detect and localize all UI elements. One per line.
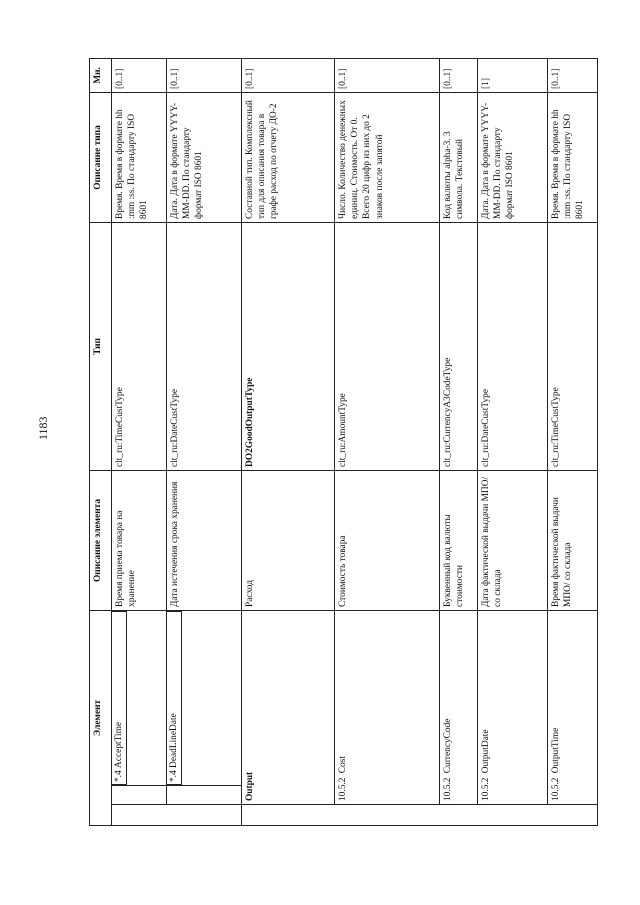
table-row [242,58,335,825]
table-row [167,58,242,825]
element-description: Время фактической выдачи МПО/ со склада [548,470,598,610]
multiplicity: [1] [478,58,548,92]
multiplicity: [0..1] [335,58,440,92]
element-name: Output [242,610,335,804]
multiplicity: [0..1] [112,58,167,92]
element-cell [548,610,598,804]
element-description: Буквенный код валюты стоимости [440,470,478,610]
element-index: 10.5.2 [443,777,453,801]
header-type: Тип [90,222,112,470]
element-index: 10.5.2 [338,777,348,801]
multiplicity: [0..1] [167,58,242,92]
element-description: Стоимость товара [335,470,440,610]
element-description: Дата истечения срока хранения [167,470,242,610]
element-table [89,58,598,826]
header-element: Элемент [90,610,112,825]
table-row [478,58,548,825]
element-description: Расход [242,470,335,610]
element-cell [167,610,242,785]
type-description: Составной тип. Комплексный тип для описания товара в графе расход по отчету ДО-2 [242,92,335,222]
multiplicity: [0..1] [242,58,335,92]
header-multiplicity: Мн. [90,58,112,92]
type-description: Дата. Дата в формате YYYY-MM-DD. По стандарту формат ISO 8601 [167,92,242,222]
type-description: Время. Время в формате hh :mm :ss. По стандарту ISO 8601 [548,92,598,222]
table-row [112,58,167,825]
type-description: Время. Время в формате hh :mm :ss. По стандарту ISO 8601 [112,92,167,222]
type-name: clt_ru:TimeCustType [112,222,167,470]
table-row [548,58,598,825]
element-name: AcceptTime [114,721,124,768]
element-description: Время приема товара на хранение [112,470,167,610]
header-type-description: Описание типа [90,92,112,222]
table-header-row [90,58,112,825]
element-cell [335,610,440,804]
indent-cell [112,786,167,805]
element-name: Cost [338,756,348,774]
element-index: 10.5.2 [551,777,561,801]
indent-cell [242,805,598,826]
indent-cell [112,805,242,826]
page-number: 1183 [36,416,50,440]
header-element-description: Описание элемента [90,470,112,610]
element-cell [478,610,548,804]
element-name: DeadLineDate [169,713,179,768]
element-name: OutputDate [481,729,491,774]
type-name: clt_ru:CurrencyA3CodeType [440,222,478,470]
type-description: Код валюты alpha-3. 3 символа. Текстовый [440,92,478,222]
element-index: *.4 [114,770,124,782]
indent-cell [167,786,242,805]
element-name: CurrencyCode [443,718,453,774]
type-name: clt_ru:AmountType [335,222,440,470]
type-name: DO2GoodOutputType [242,222,335,470]
table-row [335,58,440,825]
element-description: Дата фактической выдачи МПО/ со склада [478,470,548,610]
type-name: clt_ru:TimeCustType [548,222,598,470]
element-index: *.4 [169,770,179,782]
rotated-table-container [89,59,586,826]
type-name: clt_ru:DateCustType [478,222,548,470]
multiplicity: [0..1] [440,58,478,92]
element-cell [440,610,478,804]
type-description: Дата. Дата в формате YYYY-MM-DD. По стандарту формат ISO 8601 [478,92,548,222]
element-index: 10.5.2 [481,777,491,801]
table-row [440,58,478,825]
element-name: OutputTime [551,727,561,774]
element-cell [112,610,167,785]
type-name: clt_ru:DateCustType [167,222,242,470]
type-description: Число. Количество денежных единиц. Стоимость. От 0. Всего 20 цифр из них до 2 знаков после запятой [335,92,440,222]
multiplicity: [0..1] [548,58,598,92]
